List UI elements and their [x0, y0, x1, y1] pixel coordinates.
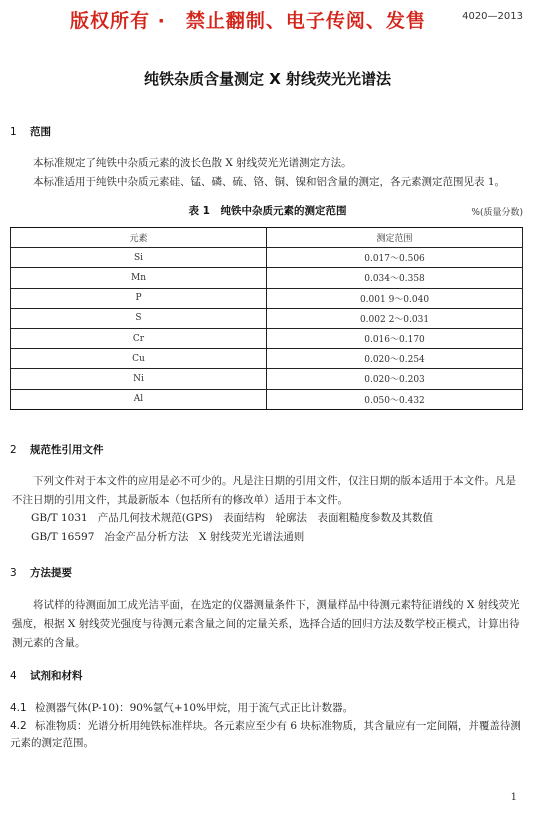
section-2-paragraph: 下列文件对于本文件的应用是必不可少的。凡是注日期的引用文件，仅注日期的版本适用于本文件。凡是不注日期的引用文件，其最新版本（包括所有的修改单）适用于本文件。 — [12, 475, 516, 506]
reference-item — [31, 529, 314, 544]
document-title: 纯铁杂质含量测定 X 射线荧光光谱法 — [143, 70, 391, 88]
element-cell: Ni — [11, 369, 267, 389]
table-unit: %(质量分数) — [471, 208, 523, 218]
table-row — [11, 248, 523, 268]
element-cell: P — [11, 288, 267, 308]
watermark: 版权所有 · 禁止翻制、电子传阅、发售 — [70, 10, 426, 32]
range-cell: 0.017～0.506 — [267, 248, 523, 268]
page-number: 1 — [510, 792, 517, 803]
reference-code: GB/T 1031 — [31, 512, 88, 524]
range-cell: 0.050～0.432 — [267, 389, 523, 409]
range-cell: 0.001 9～0.040 — [267, 288, 523, 308]
standard-code: 4020—2013 — [462, 11, 523, 22]
header-range: 测定范围 — [267, 228, 523, 248]
element-cell: Mn — [11, 268, 267, 288]
item-number: 4.2 — [10, 720, 27, 732]
section-number: 2 — [10, 444, 17, 456]
table-header-row — [11, 228, 523, 248]
section-title: 规范性引用文件 — [30, 444, 104, 456]
item-number: 4.1 — [10, 702, 27, 714]
section-3-heading — [10, 565, 72, 580]
item-text: 标准物质：光谱分析用纯铁标准样块。各元素应至少有 6 块标准物质，其含量应有一定间隔，并覆盖待测元素的测定范围。 — [10, 720, 521, 749]
section-1-paragraph-1: 本标准规定了纯铁中杂质元素的波长色散 X 射线荧光光谱测定方法。 — [33, 157, 352, 169]
header-element: 元素 — [11, 228, 267, 248]
item-4-1 — [10, 700, 524, 717]
table-row — [11, 328, 523, 348]
section-number: 4 — [10, 670, 17, 682]
section-number: 1 — [10, 126, 17, 138]
range-cell: 0.016～0.170 — [267, 328, 523, 348]
section-1-paragraph-2: 本标准适用于纯铁中杂质元素硅、锰、磷、硫、铬、铜、镍和铝含量的测定，各元素测定范围见表 1。 — [33, 176, 506, 188]
section-number: 3 — [10, 567, 17, 579]
range-cell: 0.020～0.254 — [267, 349, 523, 369]
table-row — [11, 389, 523, 409]
section-3-paragraph: 将试样的待测面加工成光洁平面，在选定的仪器测量条件下，测量样品中待测元素特征谱线的 X 射线荧光强度，根据 X 射线荧光强度与待测元素含量之间的定量关系，选择合适的回归方法及数学校正模式，计算出待测元素的含量。 — [12, 599, 520, 649]
section-title: 试剂和材料 — [30, 670, 83, 682]
table-row — [11, 349, 523, 369]
reference-code: GB/T 16597 — [31, 531, 95, 543]
table-row — [11, 288, 523, 308]
table-row — [11, 268, 523, 288]
element-cell: Si — [11, 248, 267, 268]
element-cell: Al — [11, 389, 267, 409]
reference-name: 产品几何技术规范(GPS) 表面结构 轮廓法 表面粗糙度参数及其数值 — [97, 512, 434, 524]
section-1-heading — [10, 124, 51, 139]
table-row — [11, 308, 523, 328]
range-table — [10, 227, 523, 410]
range-cell: 0.034～0.358 — [267, 268, 523, 288]
item-4-2 — [10, 718, 524, 752]
section-title: 方法提要 — [30, 567, 72, 579]
item-text: 检测器气体(P-10)：90%氩气+10%甲烷，用于流气式正比计数器。 — [35, 702, 354, 714]
table-row — [11, 369, 523, 389]
table-caption: 表 1 纯铁中杂质元素的测定范围 — [188, 205, 347, 217]
element-cell: Cr — [11, 328, 267, 348]
range-cell: 0.020～0.203 — [267, 369, 523, 389]
section-title: 范围 — [30, 126, 51, 138]
reference-name: 冶金产品分析方法 X 射线荧光光谱法通则 — [104, 531, 305, 543]
reference-item — [31, 510, 443, 525]
element-cell: Cu — [11, 349, 267, 369]
range-cell: 0.002 2～0.031 — [267, 308, 523, 328]
section-4-heading — [10, 668, 83, 683]
element-cell: S — [11, 308, 267, 328]
section-2-heading — [10, 442, 104, 457]
